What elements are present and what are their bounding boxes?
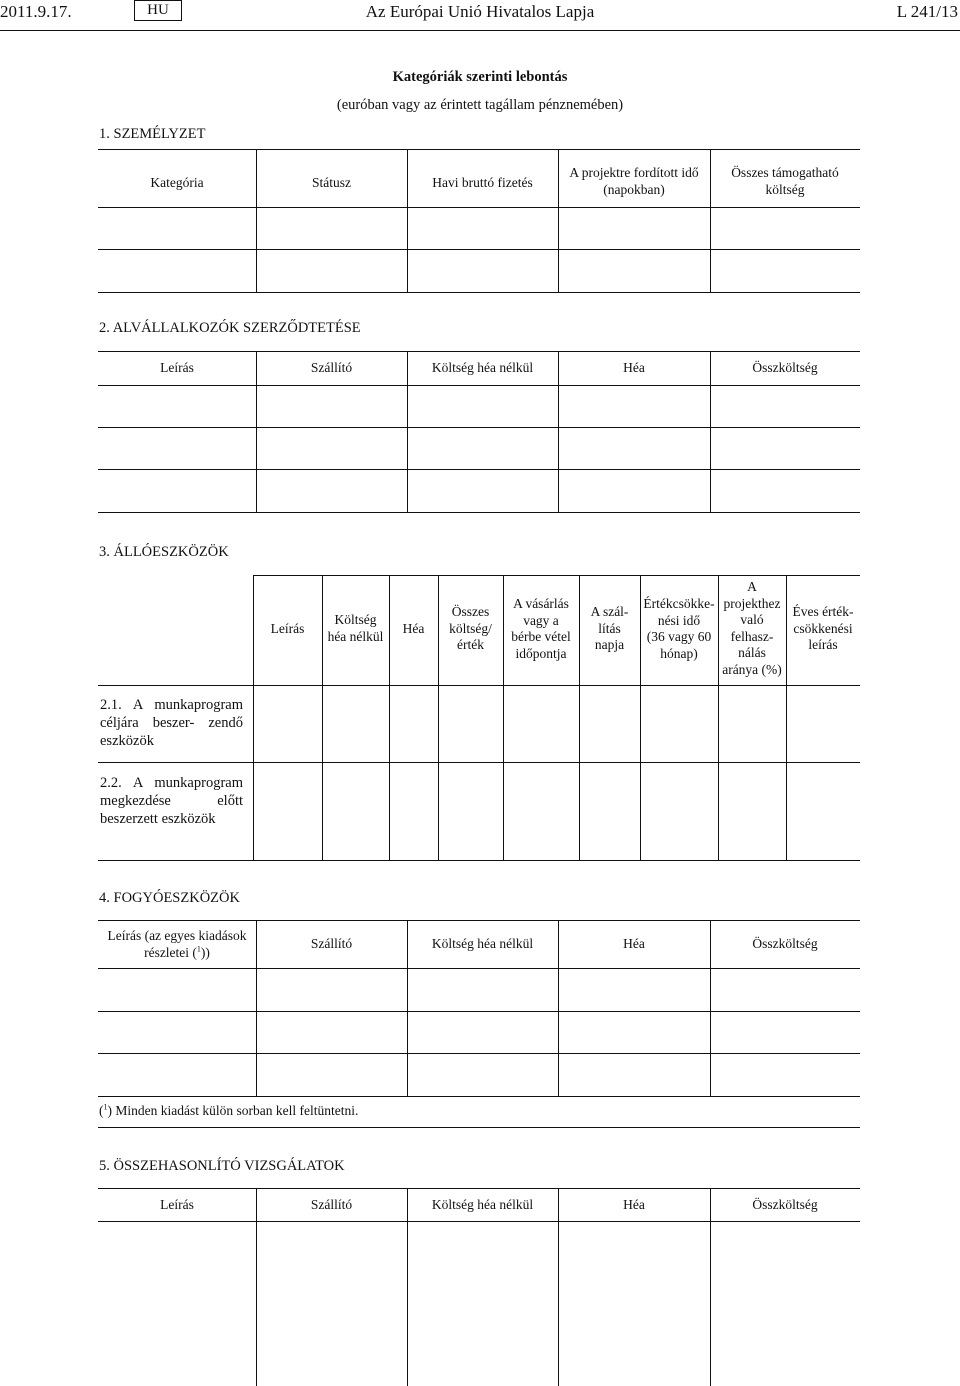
table-rule (98, 292, 860, 293)
col-header: Héa (402, 621, 425, 636)
table-rule (98, 512, 860, 513)
col-header: Szállító (310, 360, 353, 375)
row-label: 2.1. A munkaprogram céljára beszer- zendő eszközök (100, 697, 243, 749)
col-header: A szál- lítás napja (590, 604, 629, 652)
table-divider (256, 1188, 257, 1386)
table-rule (98, 1053, 860, 1054)
footnote-marker: 1 (196, 944, 201, 953)
table-rule (98, 685, 860, 686)
section-5-heading: 5. ÖSSZEHASONLÍTÓ VIZSGÁLATOK (99, 1158, 345, 1174)
col-header: A projektre fordított idő (napokban) (569, 165, 699, 197)
table-divider (389, 575, 390, 860)
table-rule (98, 1096, 860, 1097)
section-1-heading: 1. SZEMÉLYZET (99, 126, 206, 142)
col-header: A projekthez való felhasz- nálás aránya (%) (722, 579, 782, 677)
col-header: Összköltség (752, 360, 818, 375)
col-header: Költség héa nélkül (431, 360, 534, 375)
col-header: Héa (623, 1197, 645, 1212)
col-header: Leírás (270, 621, 305, 636)
col-header: Szállító (310, 936, 353, 951)
table-rule (98, 249, 860, 250)
col-header: Költség héa nélkül (431, 936, 534, 951)
section-3-heading: 3. ÁLLÓESZKÖZÖK (99, 544, 229, 560)
journal-title: Az Európai Unió Hivatalos Lapja (365, 2, 595, 21)
table-rule (98, 860, 860, 861)
table-divider (253, 575, 254, 860)
table-divider (407, 149, 408, 292)
header-date: 2011.9.17. (0, 2, 72, 21)
table-divider (710, 1188, 711, 1386)
col-header-text: Leírás (az egyes kiadások részletei ( (107, 928, 247, 960)
table-rule (98, 1127, 860, 1128)
header-rule (0, 30, 960, 31)
table-divider (407, 1188, 408, 1386)
section-2-heading: 2. ALVÁLLALKOZÓK SZERZŐDTETÉSE (99, 320, 361, 336)
table-rule (98, 762, 860, 763)
breakdown-title: Kategóriák szerinti lebontás (392, 69, 568, 85)
footnote (99, 1103, 358, 1119)
table-rule (98, 149, 860, 150)
col-header: Összes támogatható költség (731, 165, 839, 197)
col-header: Összköltség (752, 936, 818, 951)
table-rule (98, 1221, 860, 1222)
table-rule (98, 207, 860, 208)
col-header (98, 928, 256, 961)
table-divider (256, 149, 257, 292)
section-4-heading: 4. FOGYÓESZKÖZÖK (99, 890, 240, 906)
table-rule (98, 1188, 860, 1189)
col-header: Éves érték- csökkenési leírás (792, 604, 854, 652)
footnote-number: 1 (103, 1102, 108, 1112)
table-divider (558, 1188, 559, 1386)
row-label: 2.2. A munkaprogram megkezdése előtt beszerzett eszközök (100, 775, 243, 827)
col-header: Költség héa nélkül (327, 612, 384, 644)
col-header: Értékcsökke- nési idő (36 vagy 60 hónap) (643, 596, 715, 661)
footnote-open: ( (99, 1103, 104, 1118)
col-header: Státusz (312, 175, 351, 190)
table-rule (98, 920, 860, 921)
col-header: Leírás (160, 1197, 194, 1212)
table-rule (98, 351, 860, 352)
table-rule (98, 968, 860, 969)
table-rule (98, 1011, 860, 1012)
col-header: Költség héa nélkül (431, 1197, 534, 1212)
col-header: Összes költség/ érték (449, 604, 492, 652)
col-header: Összköltség (752, 1197, 818, 1212)
language-code: HU (147, 2, 169, 18)
table-rule (98, 385, 860, 386)
breakdown-subtitle: (euróban vagy az érintett tagállam pénznemében) (336, 97, 624, 113)
footnote-text: ) Minden kiadást külön sorban kell feltüntetni. (107, 1103, 359, 1118)
page-reference: L 241/13 (896, 2, 958, 21)
table-rule (253, 575, 860, 576)
table-rule (98, 469, 860, 470)
table-rule (98, 427, 860, 428)
col-header: Havi bruttó fizetés (432, 175, 533, 190)
col-header-text-end: )) (200, 944, 210, 960)
col-header: Héa (623, 936, 645, 951)
col-header: Kategória (150, 175, 204, 190)
col-header: Szállító (310, 1197, 353, 1212)
col-header: Héa (623, 360, 645, 375)
col-header: Leírás (160, 360, 194, 375)
col-header: A vásárlás vagy a bérbe vétel időpontja (511, 596, 571, 661)
